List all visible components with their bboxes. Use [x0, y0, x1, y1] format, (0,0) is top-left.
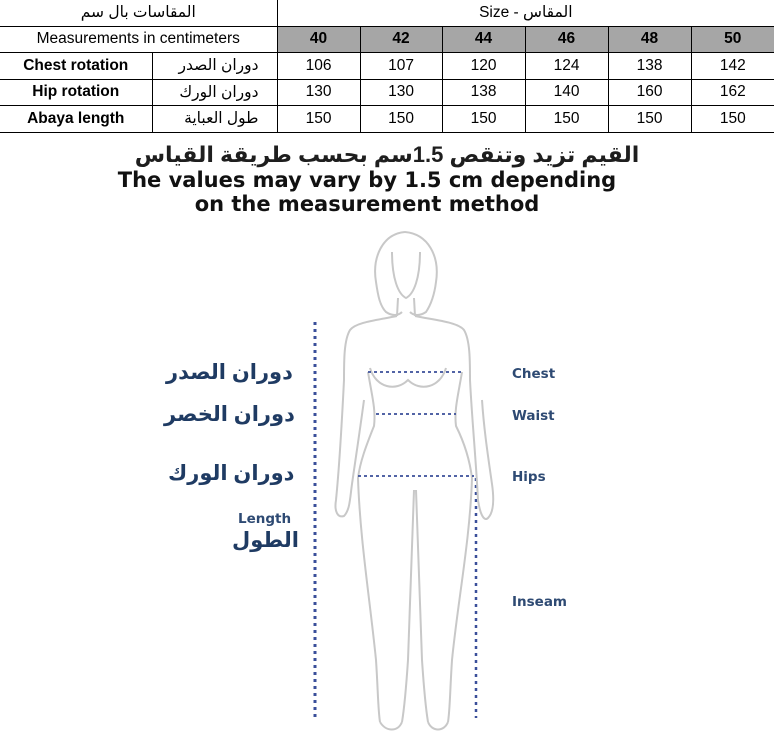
value-cell: 130: [360, 79, 442, 106]
value-cell: 138: [442, 79, 525, 106]
value-cell: 120: [442, 53, 525, 80]
woman-silhouette: [335, 232, 493, 730]
header-ar-cell: المقاسات بال سم: [0, 0, 277, 26]
value-cell: 150: [277, 106, 360, 133]
value-cell: 130: [277, 79, 360, 106]
size-table: [0, 0, 774, 133]
hips-label: Hips: [512, 469, 546, 485]
value-cell: 150: [691, 106, 774, 133]
row-label-en: Hip rotation: [0, 79, 152, 106]
row-label-ar: دوران الورك: [152, 79, 277, 106]
value-cell: 106: [277, 53, 360, 80]
hip-label-ar: دوران الورك: [168, 462, 295, 485]
value-cell: 150: [442, 106, 525, 133]
chest-label: Chest: [512, 366, 556, 382]
row-label-en: Chest rotation: [0, 53, 152, 80]
table-row: [0, 106, 774, 133]
value-cell: 142: [691, 53, 774, 80]
size-cell: 42: [360, 26, 442, 53]
table-header-row: [0, 0, 774, 26]
size-cell: 48: [608, 26, 691, 53]
inseam-label: Inseam: [512, 594, 568, 610]
value-cell: 124: [525, 53, 608, 80]
row-label-en: Abaya length: [0, 106, 152, 133]
sizes-row: [0, 26, 774, 53]
value-cell: 107: [360, 53, 442, 80]
size-cell: 44: [442, 26, 525, 53]
note-english-line2: on the measurement method: [194, 192, 540, 216]
size-title-cell: Size - المقاس: [277, 0, 774, 26]
waist-label-ar: دوران الخصر: [164, 403, 295, 426]
size-cell: 40: [277, 26, 360, 53]
value-cell: 150: [525, 106, 608, 133]
length-label-ar: الطول: [232, 529, 299, 552]
value-cell: 138: [608, 53, 691, 80]
value-cell: 140: [525, 79, 608, 106]
row-label-ar: طول العباية: [152, 106, 277, 133]
size-cell: 50: [691, 26, 774, 53]
table-row: [0, 53, 774, 80]
size-cell: 46: [525, 26, 608, 53]
value-cell: 150: [360, 106, 442, 133]
measurements-label-cell: Measurements in centimeters: [0, 26, 277, 53]
body-measurement-figure: [0, 220, 774, 756]
note-english-line1: The values may vary by 1.5 cm depending: [117, 168, 617, 192]
chest-label-ar: دوران الصدر: [166, 361, 293, 384]
note-arabic: القيم تزيد وتنقص 1.5سم بحسب طريقة القياس: [134, 142, 640, 167]
value-cell: 150: [608, 106, 691, 133]
table-row: [0, 79, 774, 106]
value-cell: 162: [691, 79, 774, 106]
value-cell: 160: [608, 79, 691, 106]
waist-label: Waist: [512, 408, 555, 424]
row-label-ar: دوران الصدر: [152, 53, 277, 80]
length-label-en: Length: [238, 511, 292, 527]
